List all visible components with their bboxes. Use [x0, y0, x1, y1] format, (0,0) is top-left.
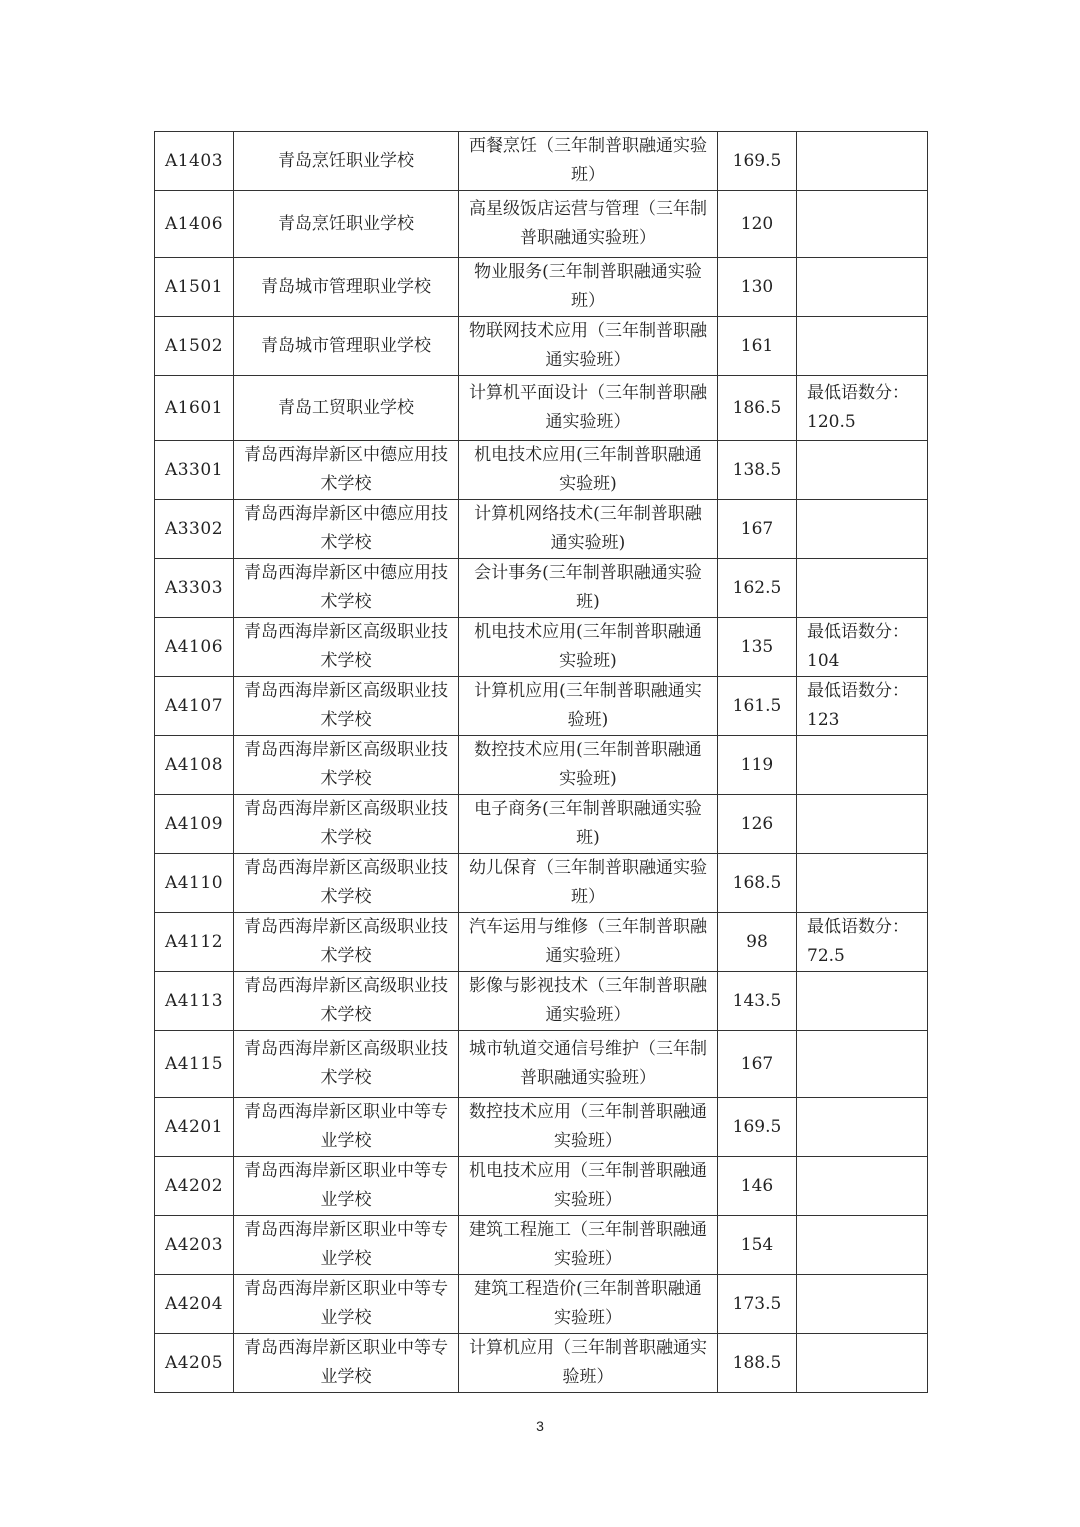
school-name-cell: 青岛西海岸新区职业中等专业学校: [234, 1334, 459, 1393]
school-name-cell: 青岛西海岸新区高级职业技术学校: [234, 854, 459, 913]
major-name-cell: 物联网技术应用（三年制普职融通实验班）: [459, 317, 718, 376]
remark-cell: [797, 795, 928, 854]
min-score-cell: 143.5: [718, 972, 797, 1031]
remark-cell: [797, 854, 928, 913]
school-code-cell: A1406: [155, 191, 234, 258]
school-name-cell: 青岛西海岸新区高级职业技术学校: [234, 1031, 459, 1098]
school-code-cell: A1403: [155, 132, 234, 191]
school-name-cell: 青岛西海岸新区高级职业技术学校: [234, 677, 459, 736]
school-code-cell: A4109: [155, 795, 234, 854]
table-row: [155, 258, 928, 317]
school-code-cell: A1501: [155, 258, 234, 317]
min-score-cell: 167: [718, 500, 797, 559]
table-row: [155, 1098, 928, 1157]
min-score-cell: 161.5: [718, 677, 797, 736]
school-name-cell: 青岛烹饪职业学校: [234, 132, 459, 191]
table-row: [155, 132, 928, 191]
school-name-cell: 青岛西海岸新区中德应用技术学校: [234, 559, 459, 618]
min-score-cell: 186.5: [718, 376, 797, 441]
school-name-cell: 青岛西海岸新区职业中等专业学校: [234, 1275, 459, 1334]
remark-cell: [797, 258, 928, 317]
min-score-cell: 167: [718, 1031, 797, 1098]
table-row: [155, 317, 928, 376]
school-code-cell: A4203: [155, 1216, 234, 1275]
min-score-cell: 120: [718, 191, 797, 258]
school-code-cell: A4107: [155, 677, 234, 736]
school-code-cell: A4113: [155, 972, 234, 1031]
table-row: [155, 500, 928, 559]
major-name-cell: 幼儿保育（三年制普职融通实验班）: [459, 854, 718, 913]
min-score-cell: 168.5: [718, 854, 797, 913]
school-code-cell: A1502: [155, 317, 234, 376]
table-row: [155, 441, 928, 500]
school-code-cell: A4110: [155, 854, 234, 913]
school-code-cell: A4115: [155, 1031, 234, 1098]
table-row: [155, 972, 928, 1031]
school-code-cell: A4205: [155, 1334, 234, 1393]
major-name-cell: 高星级饭店运营与管理（三年制普职融通实验班）: [459, 191, 718, 258]
table-row: [155, 376, 928, 441]
remark-cell: [797, 317, 928, 376]
school-code-cell: A3301: [155, 441, 234, 500]
major-name-cell: 计算机应用（三年制普职融通实验班）: [459, 1334, 718, 1393]
min-score-cell: 130: [718, 258, 797, 317]
major-name-cell: 数控技术应用(三年制普职融通实验班): [459, 736, 718, 795]
school-code-cell: A4204: [155, 1275, 234, 1334]
admission-score-table: [154, 131, 928, 1393]
school-name-cell: 青岛西海岸新区职业中等专业学校: [234, 1157, 459, 1216]
major-name-cell: 汽车运用与维修（三年制普职融通实验班）: [459, 913, 718, 972]
remark-cell: [797, 1031, 928, 1098]
min-score-cell: 161: [718, 317, 797, 376]
min-score-cell: 126: [718, 795, 797, 854]
school-code-cell: A4112: [155, 913, 234, 972]
major-name-cell: 机电技术应用(三年制普职融通实验班): [459, 441, 718, 500]
min-score-cell: 188.5: [718, 1334, 797, 1393]
remark-cell: [797, 441, 928, 500]
major-name-cell: 机电技术应用(三年制普职融通实验班): [459, 618, 718, 677]
table-body: [155, 132, 928, 1393]
table-row: [155, 854, 928, 913]
remark-cell: [797, 191, 928, 258]
major-name-cell: 数控技术应用（三年制普职融通实验班）: [459, 1098, 718, 1157]
table-row: [155, 618, 928, 677]
table-row: [155, 913, 928, 972]
remark-cell: [797, 132, 928, 191]
school-name-cell: 青岛城市管理职业学校: [234, 317, 459, 376]
table-row: [155, 736, 928, 795]
min-score-cell: 169.5: [718, 1098, 797, 1157]
table-row: [155, 795, 928, 854]
min-score-cell: 98: [718, 913, 797, 972]
school-name-cell: 青岛西海岸新区职业中等专业学校: [234, 1098, 459, 1157]
remark-cell: 最低语数分：120.5: [797, 376, 928, 441]
school-code-cell: A3302: [155, 500, 234, 559]
school-name-cell: 青岛西海岸新区高级职业技术学校: [234, 795, 459, 854]
major-name-cell: 会计事务(三年制普职融通实验班): [459, 559, 718, 618]
school-name-cell: 青岛西海岸新区中德应用技术学校: [234, 500, 459, 559]
major-name-cell: 建筑工程施工（三年制普职融通实验班）: [459, 1216, 718, 1275]
major-name-cell: 影像与影视技术（三年制普职融通实验班）: [459, 972, 718, 1031]
min-score-cell: 138.5: [718, 441, 797, 500]
major-name-cell: 计算机网络技术(三年制普职融通实验班): [459, 500, 718, 559]
school-name-cell: 青岛城市管理职业学校: [234, 258, 459, 317]
major-name-cell: 计算机应用(三年制普职融通实验班): [459, 677, 718, 736]
school-name-cell: 青岛西海岸新区高级职业技术学校: [234, 618, 459, 677]
major-name-cell: 建筑工程造价(三年制普职融通实验班）: [459, 1275, 718, 1334]
major-name-cell: 机电技术应用（三年制普职融通实验班）: [459, 1157, 718, 1216]
min-score-cell: 162.5: [718, 559, 797, 618]
school-code-cell: A4201: [155, 1098, 234, 1157]
remark-cell: 最低语数分：72.5: [797, 913, 928, 972]
min-score-cell: 154: [718, 1216, 797, 1275]
min-score-cell: 173.5: [718, 1275, 797, 1334]
remark-cell: [797, 500, 928, 559]
school-name-cell: 青岛西海岸新区高级职业技术学校: [234, 736, 459, 795]
school-name-cell: 青岛工贸职业学校: [234, 376, 459, 441]
remark-cell: [797, 736, 928, 795]
table-row: [155, 1275, 928, 1334]
school-name-cell: 青岛烹饪职业学校: [234, 191, 459, 258]
remark-cell: [797, 1098, 928, 1157]
remark-cell: [797, 1157, 928, 1216]
school-name-cell: 青岛西海岸新区中德应用技术学校: [234, 441, 459, 500]
school-code-cell: A4202: [155, 1157, 234, 1216]
remark-cell: 最低语数分：104: [797, 618, 928, 677]
min-score-cell: 135: [718, 618, 797, 677]
school-code-cell: A3303: [155, 559, 234, 618]
remark-cell: 最低语数分：123: [797, 677, 928, 736]
min-score-cell: 119: [718, 736, 797, 795]
major-name-cell: 物业服务(三年制普职融通实验班）: [459, 258, 718, 317]
min-score-cell: 169.5: [718, 132, 797, 191]
min-score-cell: 146: [718, 1157, 797, 1216]
table-row: [155, 1157, 928, 1216]
school-name-cell: 青岛西海岸新区高级职业技术学校: [234, 972, 459, 1031]
school-code-cell: A1601: [155, 376, 234, 441]
remark-cell: [797, 1216, 928, 1275]
major-name-cell: 电子商务(三年制普职融通实验班): [459, 795, 718, 854]
page-number: 3: [536, 1418, 544, 1434]
remark-cell: [797, 1275, 928, 1334]
major-name-cell: 西餐烹饪（三年制普职融通实验班）: [459, 132, 718, 191]
table-row: [155, 191, 928, 258]
remark-cell: [797, 972, 928, 1031]
table-row: [155, 677, 928, 736]
remark-cell: [797, 559, 928, 618]
school-name-cell: 青岛西海岸新区高级职业技术学校: [234, 913, 459, 972]
table-row: [155, 1216, 928, 1275]
school-name-cell: 青岛西海岸新区职业中等专业学校: [234, 1216, 459, 1275]
major-name-cell: 计算机平面设计（三年制普职融通实验班）: [459, 376, 718, 441]
table-row: [155, 559, 928, 618]
table-row: [155, 1334, 928, 1393]
school-code-cell: A4108: [155, 736, 234, 795]
table-row: [155, 1031, 928, 1098]
remark-cell: [797, 1334, 928, 1393]
school-code-cell: A4106: [155, 618, 234, 677]
major-name-cell: 城市轨道交通信号维护（三年制普职融通实验班）: [459, 1031, 718, 1098]
